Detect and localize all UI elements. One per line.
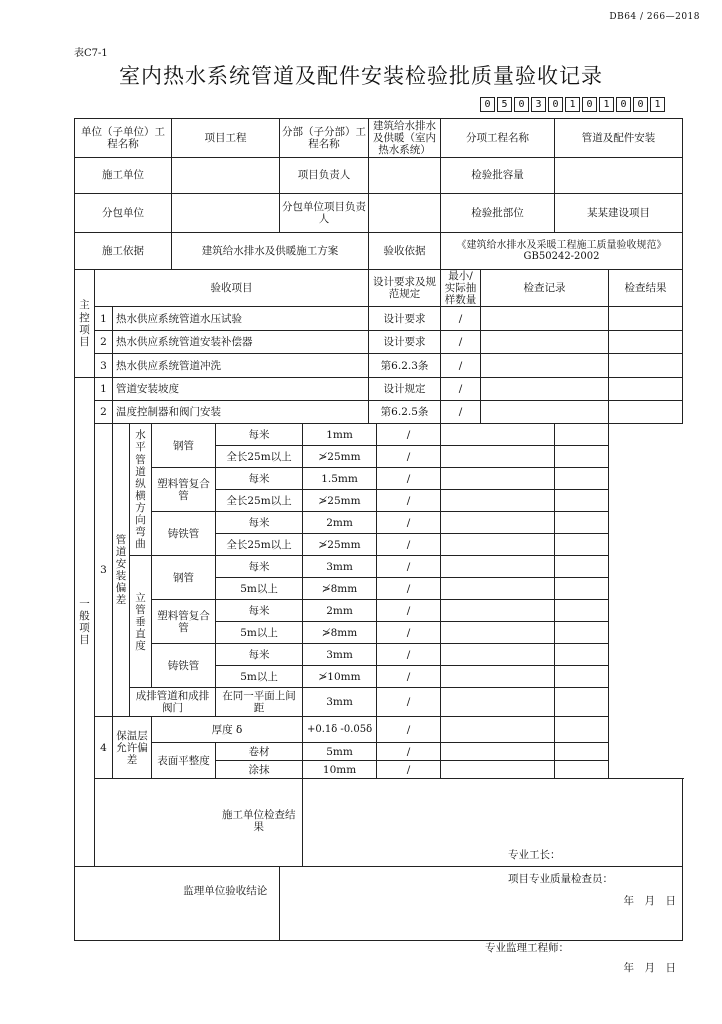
- contractor-label: 施工单位: [75, 158, 172, 194]
- sample-value: /: [377, 424, 441, 446]
- result-cell: [555, 622, 609, 644]
- item-text: 热水供应系统管道水压试验: [113, 307, 369, 331]
- code-digit: 5: [497, 97, 512, 112]
- sample-value: /: [441, 331, 481, 354]
- sample-value: /: [377, 446, 441, 468]
- design-value: 3mm: [303, 556, 377, 578]
- result-cell: [555, 578, 609, 600]
- result-cell: [555, 644, 609, 666]
- iron-label: 铸铁管: [152, 644, 216, 688]
- supervisor-label: 监理单位验收结论: [172, 867, 280, 941]
- acceptance-value: 《建筑给水排水及采暖工程施工质量验收规范》GB50242-2002: [441, 233, 683, 270]
- plastic-label: 塑料管复合管: [152, 600, 216, 644]
- table-row: [75, 331, 683, 354]
- supervisor-sign-area: [280, 867, 683, 974]
- table-row: [75, 468, 683, 490]
- sub-item: 每米: [216, 512, 303, 534]
- sample-value: /: [441, 401, 481, 424]
- steel-label: 钢管: [152, 556, 216, 600]
- inspector-label: 项目专业质量检查员：: [508, 872, 614, 885]
- table-row: [75, 354, 683, 378]
- result-cell: [555, 468, 609, 490]
- result-cell: [555, 534, 609, 556]
- record-cell: [441, 424, 555, 446]
- result-cell: [609, 378, 683, 401]
- sample-value: /: [377, 534, 441, 556]
- acceptance-label: 验收依据: [369, 233, 441, 270]
- result-cell: [609, 307, 683, 331]
- table-row: [75, 644, 683, 666]
- table-row: [75, 307, 683, 331]
- design-value: 设计规定: [369, 378, 441, 401]
- row-number: 1: [95, 307, 113, 331]
- division-value: 建筑给水排水及供暖（室内热水系统）: [369, 119, 441, 158]
- sample-value: /: [377, 578, 441, 600]
- result-cell: [555, 424, 609, 446]
- sub-item: 每米: [216, 600, 303, 622]
- result-cell: [555, 490, 609, 512]
- record-cell: [441, 578, 555, 600]
- sub-item: 全长25m以上: [216, 490, 303, 512]
- record-cell: [441, 717, 555, 743]
- date-label: 年 月 日: [623, 894, 677, 907]
- record-cell: [441, 761, 555, 779]
- standard-number: DB64 / 266—2018: [609, 12, 700, 22]
- result-cell: [555, 688, 609, 717]
- record-cell: [441, 688, 555, 717]
- contractor-result-cell: [95, 779, 216, 867]
- design-value: ≯25mm: [303, 490, 377, 512]
- result-cell: [555, 446, 609, 468]
- table-row: [75, 556, 683, 578]
- page-title: 室内热水系统管道及配件安装检验批质量验收记录: [119, 64, 603, 88]
- code-digit: 3: [531, 97, 546, 112]
- sub-item: 5m以上: [216, 578, 303, 600]
- design-value: 3mm: [303, 644, 377, 666]
- item-text: 管道安装坡度: [113, 378, 369, 401]
- record-cell: [441, 600, 555, 622]
- sample-value: /: [441, 378, 481, 401]
- design-value: +0.1δ -0.05δ: [303, 717, 377, 743]
- design-value: 1mm: [303, 424, 377, 446]
- sample-value: /: [377, 556, 441, 578]
- foreman-label: 专业工长：: [508, 848, 561, 861]
- design-value: 5mm: [303, 743, 377, 761]
- record-cell: [441, 490, 555, 512]
- form-number: 表C7-1: [74, 48, 108, 59]
- item-text: 热水供应系统管道冲洗: [113, 354, 369, 378]
- design-value: ≯8mm: [303, 622, 377, 644]
- sub-item: 全长25m以上: [216, 534, 303, 556]
- sample-value: /: [377, 512, 441, 534]
- result-cell: [609, 401, 683, 424]
- row-number: 3: [95, 354, 113, 378]
- design-value: 设计要求: [369, 307, 441, 331]
- basis-value: 建筑给水排水及供暖施工方案: [172, 233, 369, 270]
- sub-item: 卷材: [216, 743, 303, 761]
- design-value: ≯10mm: [303, 666, 377, 688]
- row-number: 4: [95, 717, 113, 779]
- deviation-label: 管 道 安 装 偏 差: [113, 424, 130, 717]
- code-digit: 0: [548, 97, 563, 112]
- code-digit: 0: [514, 97, 529, 112]
- record-cell: [441, 468, 555, 490]
- pm-value: [369, 158, 441, 194]
- code-digit: 1: [565, 97, 580, 112]
- supervisor-engineer-label: 专业监理工程师：: [485, 941, 570, 954]
- design-value: 10mm: [303, 761, 377, 779]
- code-digit: 0: [582, 97, 597, 112]
- col-sample-header: 最小/实际抽样数量: [441, 270, 481, 307]
- table-row: [75, 717, 683, 743]
- supervisor-result-cell: [75, 867, 172, 941]
- acceptance-record-table: [74, 118, 683, 974]
- item-text: 热水供应系统管道安装补偿器: [113, 331, 369, 354]
- record-cell: [441, 644, 555, 666]
- capacity-label: 检验批容量: [441, 158, 555, 194]
- row-number: 2: [95, 401, 113, 424]
- design-value: 2mm: [303, 600, 377, 622]
- design-value: ≯25mm: [303, 446, 377, 468]
- table-row: [75, 600, 683, 622]
- result-cell: [609, 331, 683, 354]
- sub-item: 全长25m以上: [216, 446, 303, 468]
- col-design-header: 设计要求及规范规定: [369, 270, 441, 307]
- capacity-value: [555, 158, 683, 194]
- basis-label: 施工依据: [75, 233, 172, 270]
- record-cell: [481, 354, 609, 378]
- sample-value: /: [377, 490, 441, 512]
- result-cell: [609, 354, 683, 378]
- design-value: 设计要求: [369, 331, 441, 354]
- result-cell: [555, 556, 609, 578]
- sub-label: 分包单位: [75, 194, 172, 233]
- sample-value: /: [377, 717, 441, 743]
- date-label-2: 年 月 日: [623, 961, 677, 974]
- sample-value: /: [377, 644, 441, 666]
- sub-item: 5m以上: [216, 666, 303, 688]
- row-number: 2: [95, 331, 113, 354]
- result-cell: [555, 600, 609, 622]
- result-cell: [555, 761, 609, 779]
- main-control-group-label: 主 控 项 目: [75, 270, 95, 378]
- batch-code-boxes: [480, 97, 667, 112]
- general-group-label: 一 般 项 目: [75, 378, 95, 867]
- code-digit: 1: [599, 97, 614, 112]
- sample-value: /: [377, 761, 441, 779]
- row-pipes-label: 成排管道和成排阀门: [130, 688, 216, 717]
- plastic-label: 塑料管复合管: [152, 468, 216, 512]
- sample-value: /: [377, 622, 441, 644]
- insulation-label: 保温层允许偏差: [113, 717, 152, 779]
- record-cell: [441, 622, 555, 644]
- sample-value: /: [377, 468, 441, 490]
- design-value: 1.5mm: [303, 468, 377, 490]
- sample-value: /: [441, 354, 481, 378]
- thickness-label: 厚度 δ: [152, 717, 303, 743]
- design-value: 第6.2.5条: [369, 401, 441, 424]
- sub-item: 涂抹: [216, 761, 303, 779]
- contractor-sign-area: [303, 779, 683, 907]
- location-value: 某某建设项目: [555, 194, 683, 233]
- sub-pm-label: 分包单位项目负责人: [280, 194, 369, 233]
- location-label: 检验批部位: [441, 194, 555, 233]
- result-cell: [555, 717, 609, 743]
- item-text: 温度控制器和阀门安装: [113, 401, 369, 424]
- unit-value: 项目工程: [172, 119, 280, 158]
- table-row: [75, 401, 683, 424]
- table-row: [75, 512, 683, 534]
- record-cell: [441, 446, 555, 468]
- record-cell: [441, 534, 555, 556]
- design-value: ≯25mm: [303, 534, 377, 556]
- table-row: [75, 743, 683, 761]
- code-digit: 0: [480, 97, 495, 112]
- row-number: 1: [95, 378, 113, 401]
- steel-label: 钢管: [152, 424, 216, 468]
- sample-value: /: [377, 666, 441, 688]
- contractor-value: [172, 158, 280, 194]
- sub-item: 5m以上: [216, 622, 303, 644]
- subitem-value: 管道及配件安装: [555, 119, 683, 158]
- sample-value: /: [377, 743, 441, 761]
- result-cell: [555, 512, 609, 534]
- vertical-label: 立 管 垂 直 度: [130, 556, 152, 688]
- record-cell: [481, 401, 609, 424]
- table-row: [75, 688, 683, 717]
- col-result-header: 检查结果: [609, 270, 683, 307]
- record-cell: [441, 666, 555, 688]
- horizontal-bend-label: 水 平 管 道 纵 横 方 向 弯 曲: [130, 424, 152, 556]
- record-cell: [481, 331, 609, 354]
- record-cell: [481, 378, 609, 401]
- record-cell: [441, 512, 555, 534]
- design-value: 3mm: [303, 688, 377, 717]
- result-cell: [555, 743, 609, 761]
- sub-item: 每米: [216, 468, 303, 490]
- col-item-header: 验收项目: [95, 270, 369, 307]
- result-cell: [555, 666, 609, 688]
- code-digit: 0: [616, 97, 631, 112]
- design-value: ≯8mm: [303, 578, 377, 600]
- iron-label: 铸铁管: [152, 512, 216, 556]
- sub-item: 每米: [216, 556, 303, 578]
- design-value: 第6.2.3条: [369, 354, 441, 378]
- code-digit: 0: [633, 97, 648, 112]
- sample-value: /: [441, 307, 481, 331]
- subitem-label: 分项工程名称: [441, 119, 555, 158]
- code-digit: 1: [650, 97, 665, 112]
- record-cell: [441, 743, 555, 761]
- sub-item: 在同一平面上间距: [216, 688, 303, 717]
- sub-item: 每米: [216, 424, 303, 446]
- row-number: 3: [95, 424, 113, 717]
- sub-pm-value: [369, 194, 441, 233]
- pm-label: 项目负责人: [280, 158, 369, 194]
- table-row: [75, 424, 683, 446]
- col-record-header: 检查记录: [481, 270, 609, 307]
- surface-label: 表面平整度: [152, 743, 216, 779]
- unit-label: 单位（子单位）工程名称: [75, 119, 172, 158]
- sample-value: /: [377, 600, 441, 622]
- sub-value: [172, 194, 280, 233]
- division-label: 分部（子分部）工程名称: [280, 119, 369, 158]
- table-row: [75, 378, 683, 401]
- record-cell: [441, 556, 555, 578]
- contractor-result-label: 施工单位检查结果: [216, 779, 303, 867]
- record-cell: [481, 307, 609, 331]
- sub-item: 每米: [216, 644, 303, 666]
- sample-value: /: [377, 688, 441, 717]
- design-value: 2mm: [303, 512, 377, 534]
